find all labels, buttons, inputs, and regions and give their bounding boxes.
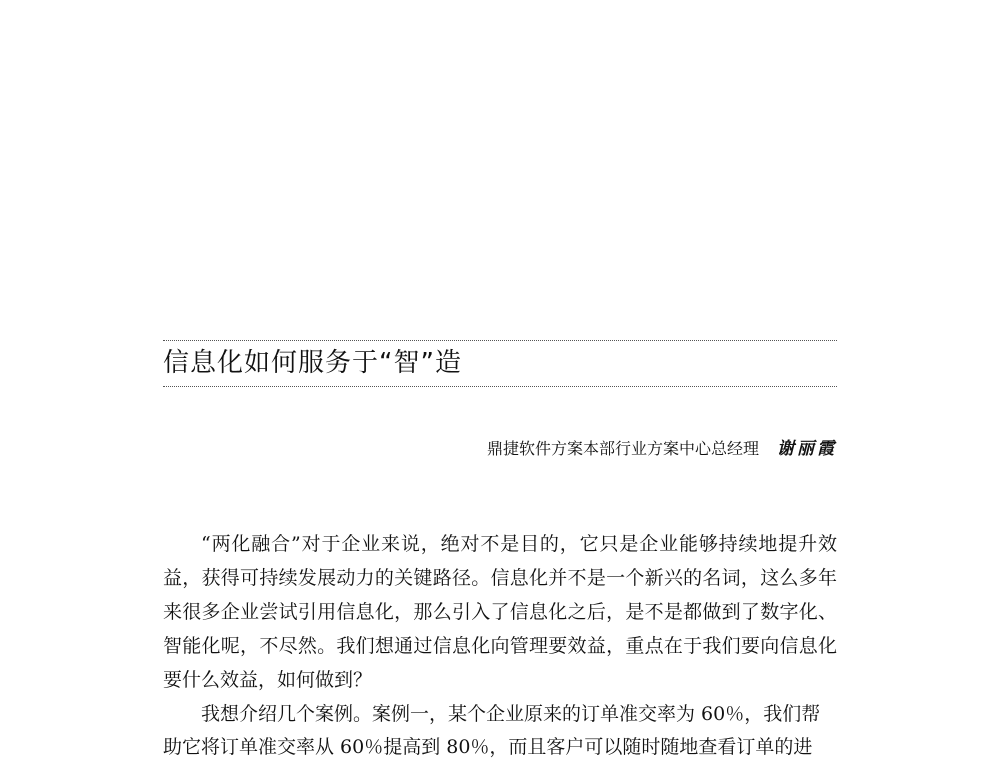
byline-author: 谢丽霞	[777, 439, 837, 459]
article-body	[163, 527, 837, 731]
body-paragraph: 我想介绍几个案例。案例一，某个企业原来的订单准交率为 60％，我们帮	[201, 703, 821, 725]
byline-affiliation: 鼎捷软件方案本部行业方案中心总经理	[486, 439, 759, 458]
byline	[487, 437, 837, 461]
body-paragraph: “两化融合”对于企业来说，绝对不是目的，它只是企业能够持续地提升效益，获得可持续发展动力的关键路径。信息化并不是一个新兴的名词，这么多年来很多企业尝试引用信息化，那么引入了信息化之后，是不是都做到了数字化、智能化呢，不尽然。我们想通过信息化向管理要效益，重点在于我们要向信息化要什么效益，如何做到？	[163, 533, 837, 691]
cut-off-line: 助它将订单准交率从 60％提高到 80％，而且客户可以随时随地查看订单的进	[163, 736, 813, 758]
title-bottom-rule	[163, 386, 837, 387]
title-top-rule	[163, 340, 837, 341]
article-title: 信息化如何服务于“智”造	[163, 348, 462, 378]
